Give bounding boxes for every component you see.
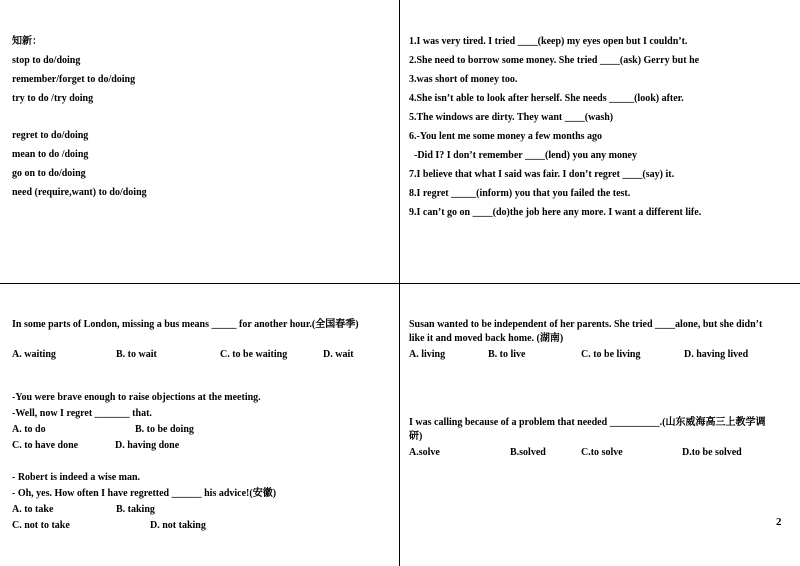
exercise-line: 1.I was very tired. I tried ____(keep) my eyes open but I couldn’t. <box>409 36 688 47</box>
phrase-item: remember/forget to do/doing <box>12 74 136 85</box>
exercise-line: 5.The windows are dirty. They want ____(wash) <box>409 112 614 123</box>
option-a: A. to take <box>12 504 54 515</box>
phrase-item: mean to do /doing <box>12 149 89 160</box>
option-a: A. waiting <box>12 349 56 360</box>
option-c: C. to have done <box>12 440 79 451</box>
option-c: C. to be living <box>581 349 641 360</box>
question-stem: -You were brave enough to raise objections at the meeting. <box>12 392 261 403</box>
option-b: B. to live <box>488 349 526 360</box>
option-c: C. to be waiting <box>220 349 288 360</box>
question-stem: - Robert is indeed a wise man. <box>12 472 141 483</box>
option-d: D. not taking <box>150 520 206 531</box>
phrase-item: go on to do/doing <box>12 168 86 179</box>
phrase-item: need (require,want) to do/doing <box>12 187 147 198</box>
exercise-line: 3.was short of money too. <box>409 74 518 85</box>
option-a: A.solve <box>409 447 440 458</box>
option-b: B. to wait <box>116 349 157 360</box>
option-b: B. taking <box>116 504 155 515</box>
question-stem: -Well, now I regret _______ that. <box>12 408 152 419</box>
phrase-item: regret to do/doing <box>12 130 89 141</box>
exercise-line: 2.She need to borrow some money. She tried ____(ask) Gerry but he <box>409 55 700 66</box>
question-stem: - Oh, yes. How often I have regretted ______ his advice!(安徽) <box>12 488 277 499</box>
option-d: D. having lived <box>684 349 749 360</box>
option-a: A. to do <box>12 424 46 435</box>
option-c: C.to solve <box>581 447 623 458</box>
exercise-line: 8.I regret _____(inform) you that you failed the test. <box>409 188 631 199</box>
horizontal-divider <box>0 283 800 284</box>
phrase-item: try to do /try doing <box>12 93 94 104</box>
question-stem: Susan wanted to be independent of her parents. She tried ____alone, but she didn’t like it and moved back home. (湖南) <box>409 319 763 344</box>
option-c: C. not to take <box>12 520 70 531</box>
option-d: D.to be solved <box>682 447 742 458</box>
option-b: B. to be doing <box>135 424 194 435</box>
exercise-line: 9.I can’t go on ____(do)the job here any more. I want a different life. <box>409 207 702 218</box>
question-stem: In some parts of London, missing a bus means _____ for another hour.(全国春季) <box>12 319 359 330</box>
exercise-line: -Did I? I don’t remember ____(lend) you any money <box>409 150 637 161</box>
option-d: D. wait <box>323 349 354 360</box>
phrase-item: stop to do/doing <box>12 55 81 66</box>
question-stem: I was calling because of a problem that needed __________.(山东威海高三上教学调研) <box>409 417 766 442</box>
page-number: 2 <box>776 516 782 528</box>
exercise-line: 6.-You lent me some money a few months ago <box>409 131 603 142</box>
section-heading: 知新： <box>12 36 42 47</box>
option-d: D. having done <box>115 440 180 451</box>
option-b: B.solved <box>510 447 546 458</box>
exercise-line: 4.She isn’t able to look after herself. She needs _____(look) after. <box>409 93 684 104</box>
option-a: A. living <box>409 349 446 360</box>
exercise-line: 7.I believe that what I said was fair. I don’t regret ____(say) it. <box>409 169 675 180</box>
